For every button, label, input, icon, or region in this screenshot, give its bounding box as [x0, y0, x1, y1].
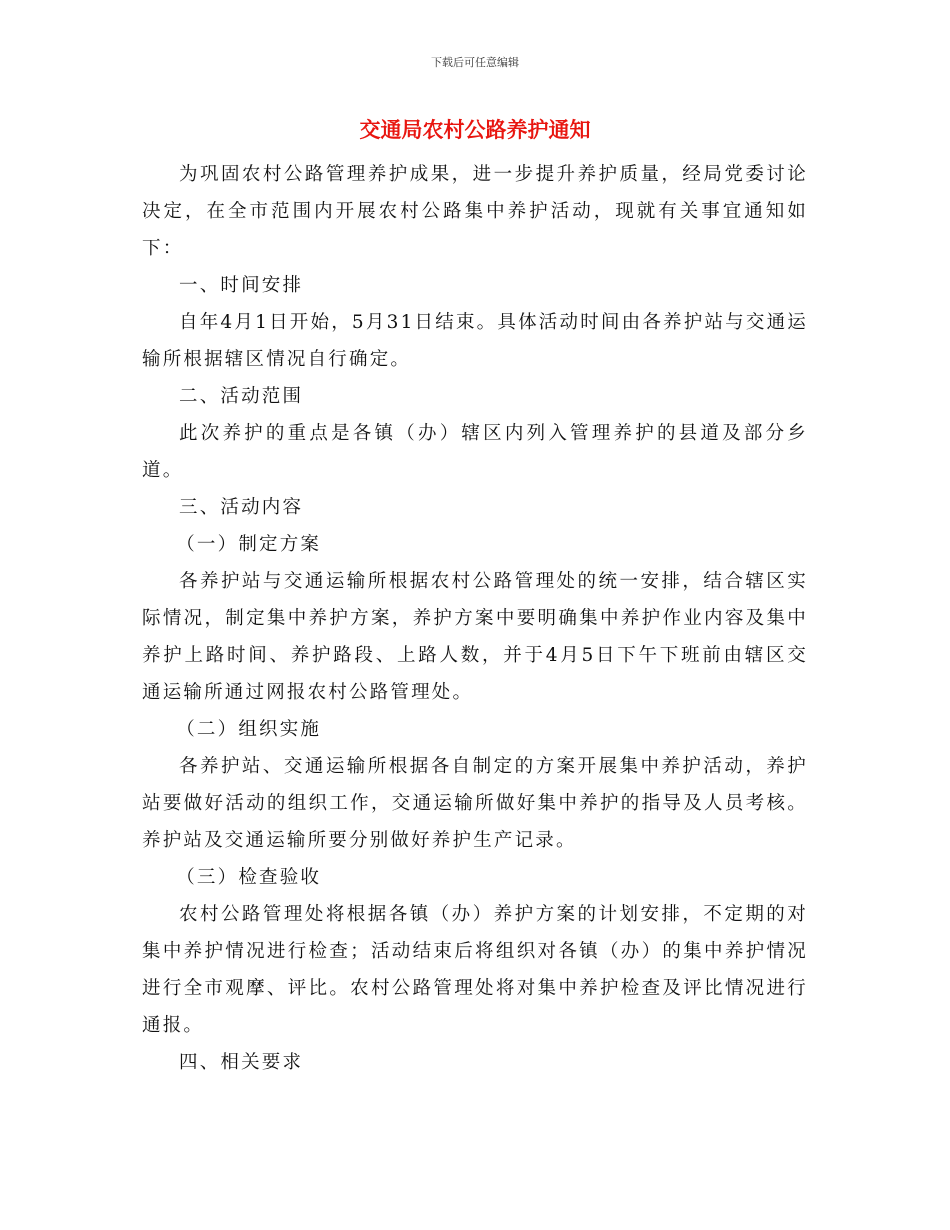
subheading-plan: （一）制定方案 [176, 534, 322, 555]
time-paragraph: 自年4月1日开始，5月31日结束。具体活动时间由各养护站与交通运输所根据辖区情况自行确定。 [142, 312, 808, 370]
subheading-inspection: （三）检查验收 [176, 867, 322, 888]
header-note: 下载后可任意编辑 [431, 56, 519, 69]
scope-paragraph: 此次养护的重点是各镇（办）辖区内列入管理养护的县道及部分乡道。 [142, 423, 808, 481]
section-heading-content: 三、活动内容 [179, 497, 304, 518]
section-heading-requirements: 四、相关要求 [179, 1052, 304, 1073]
document-title: 交通局农村公路养护通知 [359, 117, 591, 142]
document-body [142, 156, 808, 1081]
section-heading-time: 一、时间安排 [179, 275, 304, 296]
inspection-paragraph: 农村公路管理处将根据各镇（办）养护方案的计划安排，不定期的对集中养护情况进行检查；活动结束后将组织对各镇（办）的集中养护情况进行全市观摩、评比。农村公路管理处将对集中养护检查及评比情况进行通报。 [142, 904, 808, 1036]
intro-paragraph: 为巩固农村公路管理养护成果，进一步提升养护质量，经局党委讨论决定，在全市范围内开展农村公路集中养护活动，现就有关事宜通知如下： [142, 164, 808, 259]
implementation-paragraph: 各养护站、交通运输所根据各自制定的方案开展集中养护活动，养护站要做好活动的组织工作，交通运输所做好集中养护的指导及人员考核。养护站及交通运输所要分别做好养护生产记录。 [142, 756, 808, 851]
plan-paragraph: 各养护站与交通运输所根据农村公路管理处的统一安排，结合辖区实际情况，制定集中养护方案，养护方案中要明确集中养护作业内容及集中养护上路时间、养护路段、上路人数，并于4月5日下午下班前由辖区交通运输所通过网报农村公路管理处。 [142, 571, 808, 703]
section-heading-scope: 二、活动范围 [179, 386, 304, 407]
subheading-implementation: （二）组织实施 [176, 719, 322, 740]
